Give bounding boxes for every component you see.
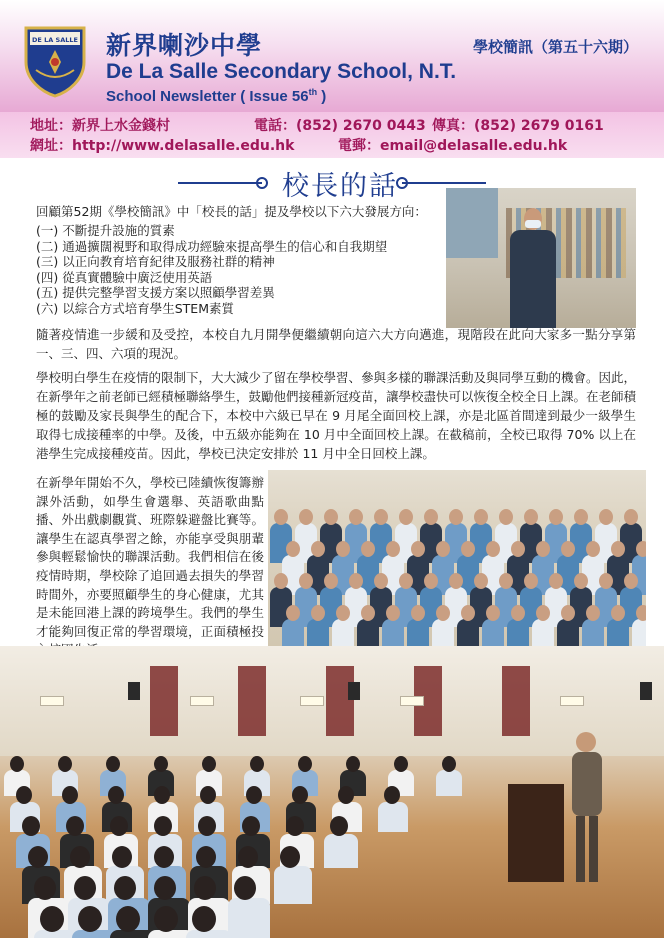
audience-head <box>280 846 300 868</box>
article-intro: 回顧第52期《學校簡訊》中「校長的話」提及學校以下六大發展方向： <box>36 204 427 219</box>
student-figure <box>374 573 388 589</box>
student-figure <box>474 509 488 525</box>
assembly-hall-photo <box>0 646 664 938</box>
student-figure <box>411 605 425 621</box>
audience-head <box>108 786 124 804</box>
student-figure <box>499 509 513 525</box>
student-figure <box>436 605 450 621</box>
audience-head <box>200 786 216 804</box>
speaker-figure <box>566 728 608 888</box>
school-name-en: De La Salle Secondary School, N.T. <box>106 60 457 83</box>
student-figure <box>549 573 563 589</box>
student-figure <box>436 541 450 557</box>
student-figure <box>336 605 350 621</box>
student-body <box>307 619 329 646</box>
student-body <box>382 619 404 646</box>
audience-head <box>298 756 312 772</box>
student-body <box>507 619 529 646</box>
student-figure <box>449 509 463 525</box>
school-crest-icon <box>22 22 88 98</box>
audience-head <box>154 816 172 836</box>
audience-head <box>28 846 48 868</box>
student-figure <box>449 573 463 589</box>
audience-head <box>112 846 132 868</box>
address-value: 新界上水金錢村 <box>72 118 170 134</box>
audience-body <box>274 866 312 904</box>
student-body <box>582 619 604 646</box>
directions-list <box>36 223 387 317</box>
audience-head <box>154 906 178 932</box>
phone-label: 電話： <box>254 118 296 134</box>
student-figure <box>411 541 425 557</box>
audience-head <box>40 906 64 932</box>
student-body <box>457 619 479 646</box>
student-body <box>632 619 646 646</box>
student-figure <box>286 605 300 621</box>
direction-item: (四) 從真實體驗中廣泛使用英語 <box>36 269 213 285</box>
student-figure <box>486 541 500 557</box>
audience-head <box>194 876 216 900</box>
student-body <box>482 619 504 646</box>
student-figure <box>511 605 525 621</box>
newsletter-issue-en <box>106 87 326 105</box>
student-figure <box>324 573 338 589</box>
audience-head <box>246 786 262 804</box>
contact-bar <box>0 112 664 158</box>
audience-head <box>58 756 72 772</box>
student-body <box>357 619 379 646</box>
issue-suffix: ) <box>317 88 327 105</box>
audience-head <box>250 756 264 772</box>
student-figure <box>536 605 550 621</box>
student-body <box>282 619 304 646</box>
phone-value: (852) 2670 0443 <box>296 118 426 134</box>
fax <box>432 115 604 135</box>
address <box>30 115 170 135</box>
email-label: 電郵： <box>338 138 380 154</box>
student-figure <box>624 573 638 589</box>
section-title: 校長的話 <box>282 171 398 202</box>
student-body <box>332 619 354 646</box>
audience-head <box>330 816 348 836</box>
audience-head <box>70 846 90 868</box>
student-figure <box>461 605 475 621</box>
audience-head <box>154 846 174 868</box>
audience-body <box>436 770 462 796</box>
student-figure <box>611 605 625 621</box>
student-figure <box>311 541 325 557</box>
direction-item: (二) 通過擴闊視野和取得成功經驗來提高學生的信心和自我期望 <box>36 238 388 254</box>
student-figure <box>524 509 538 525</box>
audience-body <box>186 930 232 938</box>
direction-item: (三) 以正向教育培育紀律及服務社群的精神 <box>36 254 275 270</box>
audience-head <box>198 816 216 836</box>
student-figure <box>361 605 375 621</box>
students-group-photo <box>268 470 646 646</box>
student-figure <box>624 509 638 525</box>
address-label: 地址： <box>30 118 72 134</box>
article-paragraph-2: 學校明白學生在疫情的限制下，大大減少了留在學校學習、參與多樣的聯課活動及與同學互動的機會。因此，在新學年之前老師已經積極聯絡學生，鼓勵他們接種新冠疫苗，讓學校盡快可以恢復全校全日上課。在老師積極的鼓勵及家長與學生的配合下，本校中六級已早在 9 月尾全面回校上課，亦是北區首間達到最少一級學生取得七成接種率的中學。及後，中五級亦能夠在 10 月中全面回校上課。在截稿前，全校已取得 70% 以上在港學生完成接種疫苗。因此，學校已決定安排於 11 月中全日回校上課。 <box>36 370 637 461</box>
student-body <box>557 619 579 646</box>
student-figure <box>299 509 313 525</box>
student-figure <box>586 541 600 557</box>
student-figure <box>336 541 350 557</box>
student-figure <box>286 541 300 557</box>
audience-head <box>338 786 354 804</box>
student-figure <box>424 509 438 525</box>
student-figure <box>474 573 488 589</box>
phone <box>254 115 426 135</box>
issue-ordinal: th <box>308 87 318 97</box>
audience-head <box>154 786 170 804</box>
student-figure <box>374 509 388 525</box>
audience-head <box>242 816 260 836</box>
student-figure <box>424 573 438 589</box>
crest-motto: DE LA SALLE <box>32 36 78 44</box>
fax-value: (852) 2679 0161 <box>474 118 604 134</box>
masthead <box>0 0 664 112</box>
student-figure <box>536 541 550 557</box>
student-body <box>432 619 454 646</box>
student-figure <box>636 605 646 621</box>
podium <box>508 784 564 882</box>
student-figure <box>274 509 288 525</box>
student-figure <box>586 605 600 621</box>
direction-item: (六) 以綜合方式培育學生STEM素質 <box>36 300 234 316</box>
email-link[interactable]: email@delasalle.edu.hk <box>380 138 568 154</box>
student-figure <box>574 573 588 589</box>
audience-head <box>34 876 56 900</box>
audience-head <box>292 786 308 804</box>
student-figure <box>511 541 525 557</box>
audience-head <box>16 786 32 804</box>
student-figure <box>524 573 538 589</box>
website <box>30 135 294 155</box>
student-figure <box>549 509 563 525</box>
student-figure <box>486 605 500 621</box>
audience-head <box>192 906 216 932</box>
ornament-left-icon <box>178 182 262 184</box>
student-figure <box>461 541 475 557</box>
student-figure <box>599 573 613 589</box>
student-figure <box>599 509 613 525</box>
student-figure <box>636 541 646 557</box>
fax-label: 傳真： <box>432 118 474 134</box>
audience-head <box>394 756 408 772</box>
audience-head <box>154 756 168 772</box>
article-paragraph-1: 隨著疫情進一步緩和及受控，本校自九月開學便繼續朝向這六大方向邁進，現階段在此向大家多一點分享第一、三、四、六項的現況。 <box>36 327 636 361</box>
student-body <box>607 619 629 646</box>
audience-head <box>114 876 136 900</box>
website-label: 網址： <box>30 138 72 154</box>
student-figure <box>349 509 363 525</box>
audience-head <box>62 786 78 804</box>
student-figure <box>349 573 363 589</box>
audience-head <box>106 756 120 772</box>
student-figure <box>499 573 513 589</box>
student-figure <box>299 573 313 589</box>
audience-head <box>442 756 456 772</box>
student-figure <box>311 605 325 621</box>
audience-head <box>22 816 40 836</box>
ornament-right-icon <box>402 182 486 184</box>
audience-head <box>346 756 360 772</box>
student-figure <box>386 541 400 557</box>
audience-head <box>10 756 24 772</box>
student-figure <box>611 541 625 557</box>
audience-head <box>196 846 216 868</box>
student-figure <box>361 541 375 557</box>
student-figure <box>399 509 413 525</box>
student-figure <box>399 573 413 589</box>
audience-body <box>324 834 358 868</box>
audience-body <box>378 802 408 832</box>
direction-item: (五) 提供完整學習支援方案以照顧學習差異 <box>36 285 275 301</box>
audience-head <box>116 906 140 932</box>
principal-figure <box>510 208 556 328</box>
audience-head <box>66 816 84 836</box>
audience-head <box>234 876 256 900</box>
school-name-zh: 新界喇沙中學 <box>106 31 263 60</box>
audience-head <box>286 816 304 836</box>
audience-head <box>74 876 96 900</box>
student-figure <box>324 509 338 525</box>
article-paragraph-3: 在新學年開始不久，學校已陸續恢復籌辦課外活動，如學生會選舉、英語歌曲點播、外出戲劇觀賞、班際躲避盤比賽等。讓學生在認真學習之餘，亦能享受與朋輩參與輕鬆愉快的聯課活動。我們相信在後疫情時期，學校除了追回過去損失的學習時間外，亦要照顧學生的身心健康，尤其是未能回港上課的跨境學生。我們的學生才能夠回復正常的學習環境，正面積極投 <box>36 475 264 639</box>
direction-item: (一) 不斷提升設施的質素 <box>36 223 175 238</box>
audience-head <box>154 876 176 900</box>
audience-head <box>110 816 128 836</box>
issue-prefix: School Newsletter ( Issue 56 <box>106 88 309 105</box>
audience-head <box>384 786 400 804</box>
student-figure <box>574 509 588 525</box>
website-link[interactable]: http://www.delasalle.edu.hk <box>72 138 295 154</box>
student-body <box>532 619 554 646</box>
student-figure <box>274 573 288 589</box>
newsletter-issue-zh: 學校簡訊（第五十六期） <box>472 38 638 56</box>
student-body <box>407 619 429 646</box>
student-figure <box>386 605 400 621</box>
audience-body <box>228 898 270 938</box>
audience-head <box>238 846 258 868</box>
audience-head <box>78 906 102 932</box>
email <box>338 135 567 155</box>
student-figure <box>561 541 575 557</box>
audience-head <box>202 756 216 772</box>
student-figure <box>561 605 575 621</box>
principal-photo <box>446 188 636 328</box>
